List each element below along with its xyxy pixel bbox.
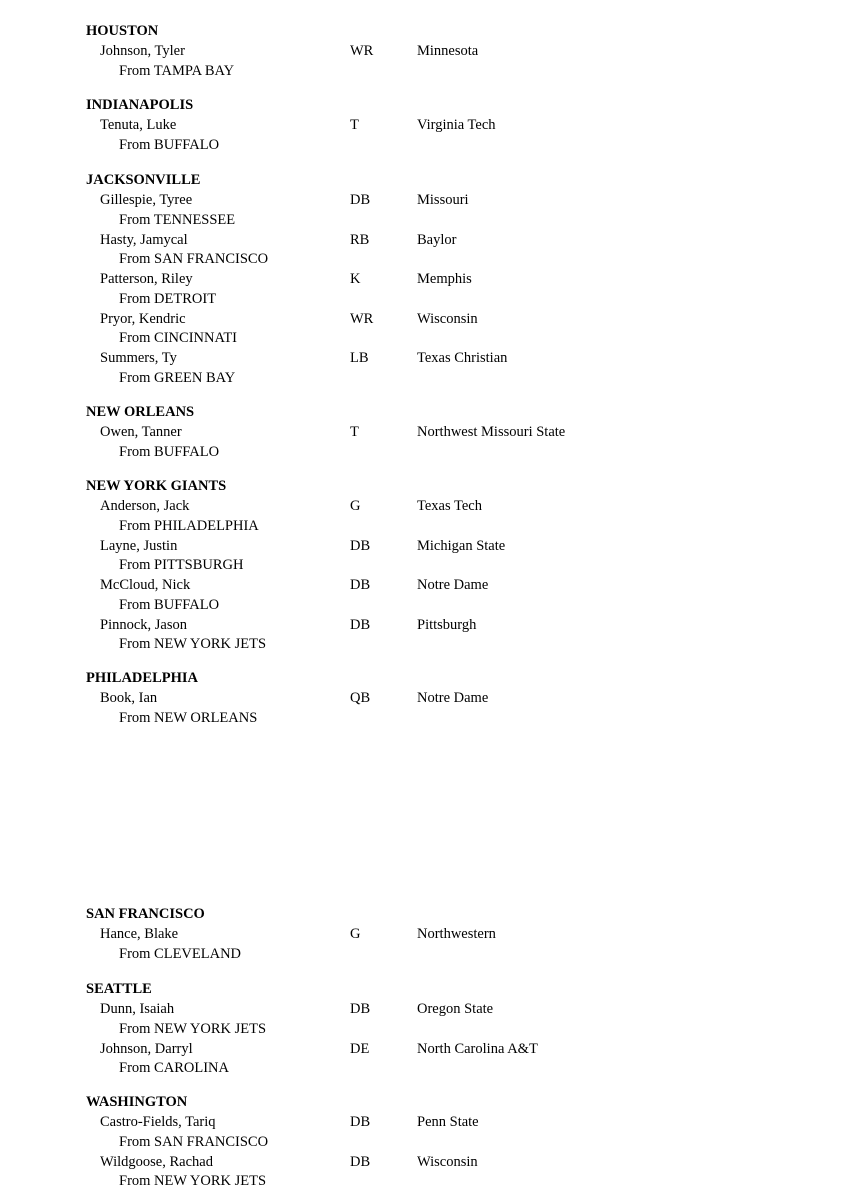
team-heading: JACKSONVILLE	[86, 172, 201, 188]
team-section	[86, 904, 786, 964]
player-entry	[86, 190, 786, 230]
player-college: Northwestern	[417, 926, 496, 942]
player-from-team: From NEW YORK JETS	[119, 1173, 267, 1189]
player-college: Oregon State	[417, 1001, 494, 1017]
team-heading: NEW YORK GIANTS	[86, 478, 227, 494]
player-college: Texas Christian	[417, 350, 508, 366]
player-position: T	[350, 117, 359, 133]
player-entry	[86, 999, 786, 1039]
player-college: Minnesota	[417, 43, 479, 59]
player-name: Pryor, Kendric	[100, 310, 186, 327]
player-position: DB	[350, 1114, 371, 1130]
player-position: DE	[350, 1040, 370, 1057]
player-college: Baylor	[417, 231, 457, 248]
player-position: DB	[350, 1001, 371, 1017]
player-position: DB	[350, 577, 371, 593]
player-position: T	[350, 424, 359, 440]
player-college: Missouri	[417, 192, 469, 208]
player-entry	[86, 575, 786, 615]
team-heading: INDIANAPOLIS	[86, 97, 194, 113]
player-position: DB	[350, 192, 371, 208]
player-from-team: From GREEN BAY	[119, 369, 236, 386]
player-entry	[86, 269, 786, 309]
player-college: Virginia Tech	[417, 117, 496, 133]
team-heading: SEATTLE	[86, 981, 152, 997]
player-name: McCloud, Nick	[100, 577, 191, 593]
player-name: Johnson, Tyler	[100, 43, 185, 59]
player-entry	[86, 496, 786, 536]
player-position: DB	[350, 537, 371, 554]
team-heading: PHILADELPHIA	[86, 670, 198, 686]
player-position: RB	[350, 231, 370, 248]
player-college: North Carolina A&T	[417, 1040, 538, 1057]
player-entry	[86, 688, 786, 728]
player-position: QB	[350, 690, 371, 706]
player-from-team: From NEW YORK JETS	[119, 636, 267, 652]
player-name: Dunn, Isaiah	[100, 1001, 175, 1017]
player-name: Patterson, Riley	[100, 271, 193, 287]
player-from-team: From CAROLINA	[119, 1060, 229, 1076]
player-from-team: From PHILADELPHIA	[119, 517, 259, 534]
player-entry	[86, 115, 786, 155]
player-position: DB	[350, 616, 371, 633]
team-heading: HOUSTON	[86, 23, 159, 39]
player-college: Memphis	[417, 271, 472, 287]
player-name: Johnson, Darryl	[100, 1040, 193, 1057]
player-college: Michigan State	[417, 537, 506, 554]
player-from-team: From BUFFALO	[119, 443, 220, 460]
player-name: Gillespie, Tyree	[100, 192, 193, 208]
player-college: Wisconsin	[417, 1153, 478, 1170]
team-section	[86, 979, 786, 1078]
player-name: Wildgoose, Rachad	[100, 1153, 213, 1170]
team-section	[86, 402, 786, 462]
player-from-team: From TENNESSEE	[119, 211, 236, 228]
player-college: Pittsburgh	[417, 616, 477, 633]
player-from-team: From NEW ORLEANS	[119, 709, 258, 726]
player-name: Owen, Tanner	[100, 424, 182, 440]
player-name: Layne, Justin	[100, 537, 178, 554]
player-from-team: From NEW YORK JETS	[119, 1020, 267, 1037]
player-entry	[86, 1039, 786, 1079]
team-heading: SAN FRANCISCO	[86, 906, 205, 922]
team-section	[86, 1092, 786, 1191]
player-name: Hance, Blake	[100, 926, 179, 942]
player-position: G	[350, 498, 361, 514]
player-position: LB	[350, 350, 369, 366]
player-position: K	[350, 271, 361, 287]
player-entry	[86, 230, 786, 270]
player-from-team: From CINCINNATI	[119, 330, 238, 346]
player-name: Anderson, Jack	[100, 498, 190, 514]
player-entry	[86, 615, 786, 655]
player-name: Pinnock, Jason	[100, 616, 187, 633]
player-entry	[86, 1152, 786, 1192]
player-from-team: From SAN FRANCISCO	[119, 1133, 269, 1150]
player-college: Notre Dame	[417, 690, 489, 706]
team-section	[86, 476, 786, 654]
player-college: Wisconsin	[417, 310, 478, 327]
player-college: Texas Tech	[417, 498, 482, 514]
player-college: Northwest Missouri State	[417, 424, 566, 440]
player-from-team: From DETROIT	[119, 290, 217, 307]
player-name: Hasty, Jamycal	[100, 231, 188, 248]
team-section	[86, 21, 786, 81]
player-name: Book, Ian	[100, 690, 158, 706]
player-position: WR	[350, 43, 374, 59]
player-name: Tenuta, Luke	[100, 117, 177, 133]
team-heading: NEW ORLEANS	[86, 404, 195, 420]
player-entry	[86, 924, 786, 964]
player-entry	[86, 422, 786, 462]
player-position: G	[350, 926, 361, 942]
player-entry	[86, 348, 786, 388]
player-entry	[86, 536, 786, 576]
player-entry	[86, 1112, 786, 1152]
player-from-team: From BUFFALO	[119, 136, 220, 153]
player-from-team: From TAMPA BAY	[119, 62, 235, 79]
team-heading: WASHINGTON	[86, 1094, 188, 1110]
player-position: WR	[350, 310, 374, 327]
player-from-team: From BUFFALO	[119, 596, 220, 613]
player-name: Summers, Ty	[100, 350, 177, 366]
player-entry	[86, 309, 786, 349]
team-section	[86, 95, 786, 155]
player-from-team: From CLEVELAND	[119, 945, 242, 962]
player-from-team: From SAN FRANCISCO	[119, 251, 269, 267]
team-section	[86, 170, 786, 388]
player-position: DB	[350, 1153, 371, 1170]
player-name: Castro-Fields, Tariq	[100, 1114, 216, 1130]
player-college: Penn State	[417, 1114, 479, 1130]
player-from-team: From PITTSBURGH	[119, 557, 244, 573]
player-entry	[86, 41, 786, 81]
player-college: Notre Dame	[417, 577, 489, 593]
team-section	[86, 668, 786, 728]
